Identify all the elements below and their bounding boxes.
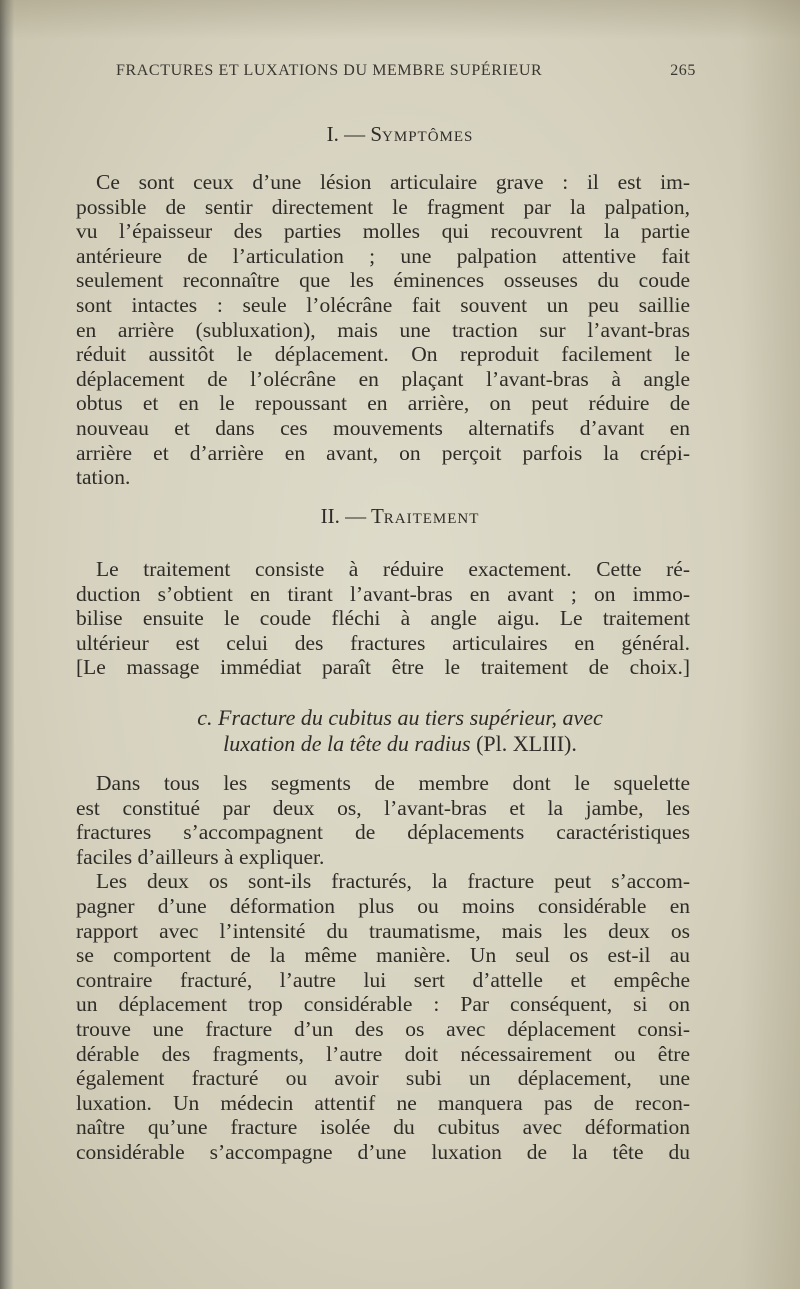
page-top-shading: [0, 0, 800, 40]
text-line: dérable des fragments, l’autre doit nécessairement ou être: [76, 1041, 690, 1066]
text-line: Les deux os sont-ils fracturés, la fracture peut s’accom-: [96, 869, 690, 894]
section-title-rest: YMPTÔMES: [382, 129, 474, 145]
section-title-initial: T: [370, 504, 384, 528]
text-line: contraire fracturé, l’autre lui sert d’attelle et empêche: [76, 967, 690, 992]
text-line: obtus et en le repoussant en arrière, on peut réduire de: [76, 391, 690, 416]
text-line: un déplacement trop considérable : Par conséquent, si on: [76, 992, 690, 1017]
section-heading-symptomes: [0, 122, 800, 147]
text-line: [Le massage immédiat paraît être le traitement de choix.]: [76, 655, 690, 680]
text-line: ultérieur est celui des fractures articulaires en général.: [76, 630, 690, 655]
page-edge-shading: [740, 0, 800, 1289]
text-line: nouveau et dans ces mouvements alternatifs d’avant en: [76, 415, 690, 440]
text-line: naître qu’une fracture isolée du cubitus avec déformation: [76, 1115, 690, 1140]
text-line: vu l’épaisseur des parties molles qui recouvrent la partie: [76, 219, 690, 244]
section-numeral: I. —: [326, 122, 371, 146]
text-line: en arrière (subluxation), mais une traction sur l’avant-bras: [76, 317, 690, 342]
text-line: arrière et d’arrière en avant, on perçoit parfois la crépi-: [76, 440, 690, 465]
subsection-title-line-1: [0, 705, 800, 731]
section-title-rest: RAITEMENT: [383, 511, 480, 527]
paragraph-traitement: [76, 557, 690, 680]
text-line: seulement reconnaître que les éminences osseuses du coude: [76, 268, 690, 293]
page-number: 265: [670, 62, 696, 79]
text-line: pagner d’une déformation plus ou moins considérable en: [76, 893, 690, 918]
text-line: rapport avec l’intensité du traumatisme, mais les deux os: [76, 918, 690, 943]
text-line: réduit aussitôt le déplacement. On reproduit facilement le: [76, 342, 690, 367]
text-line: sont intactes : seule l’olécrâne fait souvent un peu saillie: [76, 292, 690, 317]
text-line: bilise ensuite le coude fléchi à angle aigu. Le traitement: [76, 606, 690, 631]
section-numeral: II. —: [320, 504, 371, 528]
text-line: luxation. Un médecin attentif ne manquera pas de recon-: [76, 1090, 690, 1115]
text-line: fractures s’accompagnent de déplacements caractéristiques: [76, 820, 690, 845]
subsection-title-line-2: [0, 731, 800, 757]
text-line: trouve une fracture d’un des os avec déplacement consi-: [76, 1016, 690, 1041]
paragraph-fracture-cubitus: [76, 771, 690, 1165]
text-line: considérable s’accompagne d’une luxation de la tête du: [76, 1139, 690, 1164]
section-heading-traitement: [0, 504, 800, 529]
subsection-title-text: luxation de la tête du radius: [223, 731, 471, 756]
running-header: [116, 62, 696, 84]
running-title: FRACTURES ET LUXATIONS DU MEMBRE SUPÉRIEUR: [116, 62, 543, 79]
text-line: faciles d’ailleurs à expliquer.: [76, 844, 325, 869]
text-line: duction s’obtient en tirant l’avant-bras en avant ; on immo-: [76, 581, 690, 606]
text-line: antérieure de l’articulation ; une palpation attentive fait: [76, 243, 690, 268]
book-spine-shadow: [0, 0, 14, 1289]
text-line: se comportent de la même manière. Un seul os est-il au: [76, 943, 690, 968]
text-line: possible de sentir directement le fragment par la palpation,: [76, 194, 690, 219]
section-title-initial: S: [370, 122, 383, 146]
text-line: est constitué par deux os, l’avant-bras et la jambe, les: [76, 795, 690, 820]
text-line: Le traitement consiste à réduire exactement. Cette ré-: [96, 557, 690, 581]
paragraph-symptomes: [76, 170, 690, 490]
subsection-title-text: c. Fracture du cubitus au tiers supérieur, avec: [197, 705, 603, 730]
text-line: déplacement de l’olécrâne en plaçant l’avant-bras à angle: [76, 366, 690, 391]
text-line: Dans tous les segments de membre dont le squelette: [96, 771, 690, 795]
plate-reference: (Pl. XLIII).: [470, 731, 577, 756]
text-line: tation.: [76, 465, 131, 490]
text-line: Ce sont ceux d’une lésion articulaire grave : il est im-: [96, 170, 690, 194]
text-line: également fracturé ou avoir subi un déplacement, une: [76, 1066, 690, 1091]
